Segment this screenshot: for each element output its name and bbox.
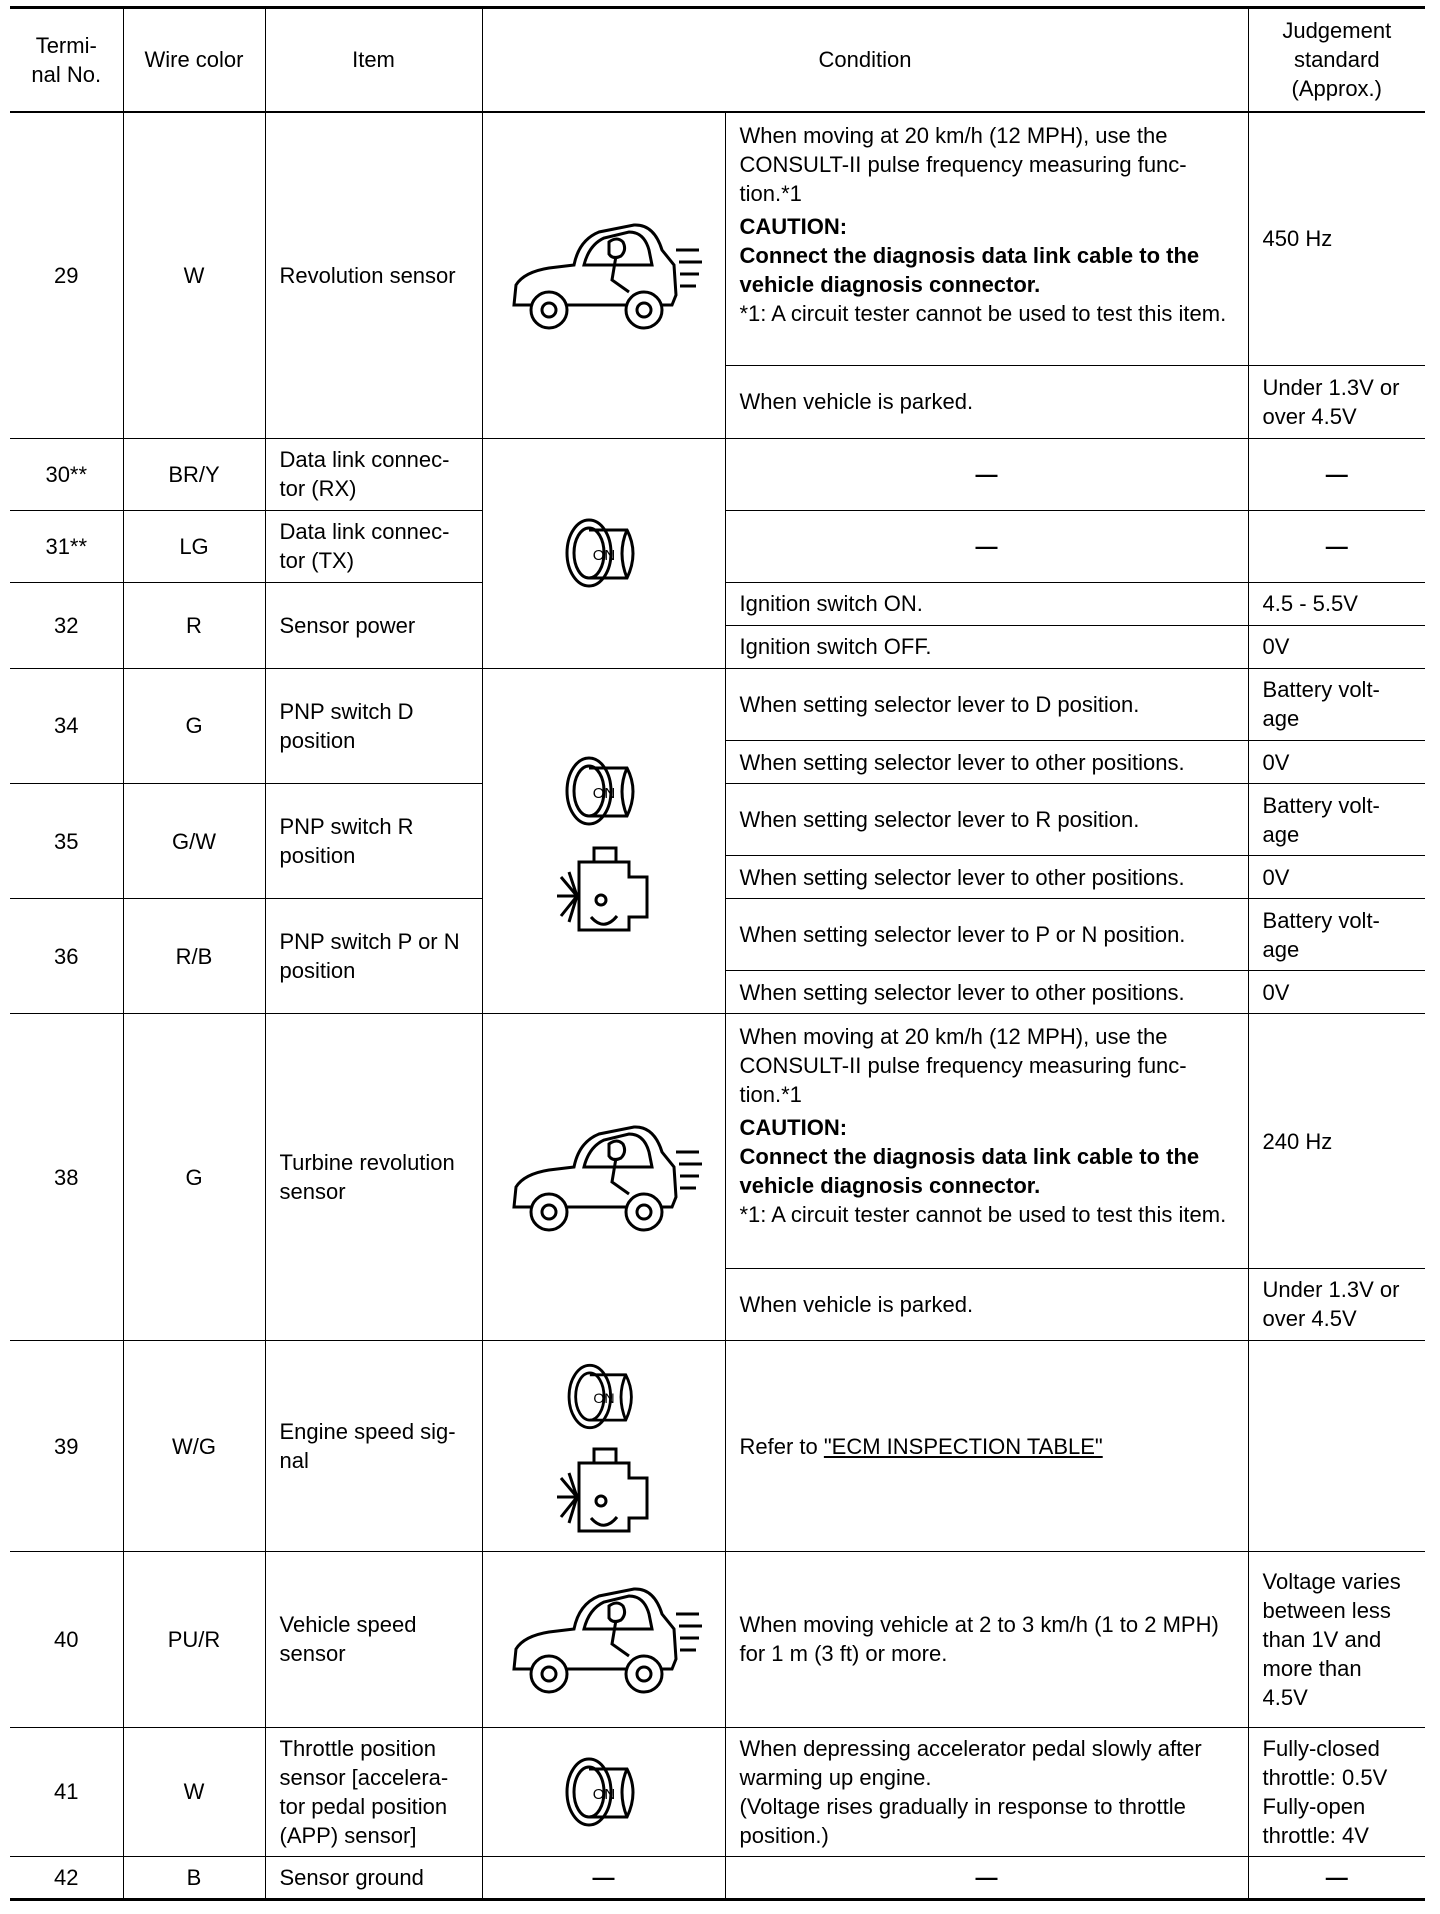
judgement-value	[1248, 1340, 1425, 1551]
terminal-no: 35	[10, 784, 123, 899]
judgement-value: 0V	[1248, 625, 1425, 668]
item-name: PNP switch P or N position	[265, 899, 482, 1014]
terminal-no: 40	[10, 1552, 123, 1727]
item-name: PNP switch D position	[265, 668, 482, 783]
caution-label: CAUTION:	[739, 1115, 848, 1141]
table-row	[10, 668, 1425, 740]
wire-color: LG	[123, 510, 265, 582]
judgement-value: 0V	[1248, 971, 1425, 1014]
header-terminal	[10, 8, 123, 112]
condition-dash: —	[725, 510, 1248, 582]
judgement-value: Fully-open throttle: 4V	[1262, 1793, 1369, 1848]
terminal-table	[10, 6, 1425, 1901]
condition-text: When setting selector lever to other positions.	[725, 971, 1248, 1014]
judgement-dash: —	[1248, 510, 1425, 582]
condition-dash: —	[725, 1856, 1248, 1899]
engine-running-icon	[549, 842, 659, 937]
terminal-no: 39	[10, 1340, 123, 1551]
judgement-value: 0V	[1248, 740, 1425, 783]
ecm-inspection-table-link[interactable]: "ECM INSPECTION TABLE"	[823, 1433, 1103, 1459]
item-name: Throttle position sensor [accelera-tor pedal position (APP) sensor]	[265, 1727, 482, 1856]
condition-icon-cell	[482, 1727, 725, 1856]
item-name: Vehicle speed sensor	[265, 1552, 482, 1727]
icon-dash: —	[482, 1856, 725, 1899]
caution-text: Connect the diagnosis data link cable to the vehicle diagnosis connector.	[739, 242, 1200, 297]
judgement-value: Under 1.3V or over 4.5V	[1248, 366, 1425, 438]
engine-running-icon	[549, 1443, 659, 1538]
condition-icon-cell	[482, 438, 725, 668]
terminal-no: 42	[10, 1856, 123, 1899]
moving-car-icon	[504, 210, 704, 340]
table-row	[10, 112, 1425, 366]
condition-cell	[725, 1014, 1248, 1268]
condition-note: *1: A circuit tester cannot be used to test this item.	[739, 300, 1227, 326]
item-name: Data link connec-tor (TX)	[265, 510, 482, 582]
terminal-no: 30**	[10, 438, 123, 510]
header-terminal-text: Termi- nal No.	[31, 32, 102, 87]
judgement-dash: —	[1248, 438, 1425, 510]
judgement-value: 450 Hz	[1248, 112, 1425, 366]
judgement-value: 4.5 - 5.5V	[1248, 582, 1425, 625]
condition-text: Ignition switch OFF.	[725, 625, 1248, 668]
wire-color: W	[123, 112, 265, 439]
condition-cell	[725, 1340, 1248, 1551]
terminal-no: 38	[10, 1014, 123, 1341]
judgement-value: 240 Hz	[1248, 1014, 1425, 1268]
table-row	[10, 1340, 1425, 1551]
item-name: Sensor ground	[265, 1856, 482, 1899]
judgement-value: Battery volt-age	[1248, 899, 1425, 971]
condition-text: When setting selector lever to P or N position.	[725, 899, 1248, 971]
condition-text: Ignition switch ON.	[725, 582, 1248, 625]
table-row	[10, 438, 1425, 510]
condition-icon-cell	[482, 1014, 725, 1341]
terminal-no: 41	[10, 1727, 123, 1856]
condition-icon-cell	[482, 1552, 725, 1727]
wire-color: R	[123, 582, 265, 668]
wire-color: R/B	[123, 899, 265, 1014]
judgement-value: 0V	[1248, 856, 1425, 899]
condition-text: When setting selector lever to R position.	[725, 784, 1248, 856]
header-row	[10, 8, 1425, 112]
ignition-on-icon	[559, 508, 649, 598]
condition-text: When depressing accelerator pedal slowly after warming up engine.	[739, 1735, 1202, 1790]
caution-text: Connect the diagnosis data link cable to the vehicle diagnosis connector.	[739, 1144, 1200, 1199]
condition-cell	[725, 1727, 1248, 1856]
condition-note: *1: A circuit tester cannot be used to test this item.	[739, 1202, 1227, 1228]
wire-color: W	[123, 1727, 265, 1856]
wire-color: G/W	[123, 784, 265, 899]
wire-color: B	[123, 1856, 265, 1899]
condition-text: Refer to	[739, 1433, 824, 1459]
condition-text: When moving at 20 km/h (12 MPH), use the CONSULT-II pulse frequency measuring func-tion.*1	[739, 122, 1187, 206]
wire-color: G	[123, 668, 265, 783]
wire-color: G	[123, 1014, 265, 1341]
item-name: Turbine revolution sensor	[265, 1014, 482, 1341]
header-condition: Condition	[482, 8, 1248, 112]
item-name: Revolution sensor	[265, 112, 482, 439]
condition-icon-cell	[482, 668, 725, 1014]
judgement-value: Under 1.3V or over 4.5V	[1248, 1268, 1425, 1340]
wire-color: W/G	[123, 1340, 265, 1551]
item-name: Engine speed sig-nal	[265, 1340, 482, 1551]
condition-text: When vehicle is parked.	[725, 1268, 1248, 1340]
table-row	[10, 1014, 1425, 1268]
caution-label: CAUTION:	[739, 213, 848, 239]
judgement-cell	[1248, 1727, 1425, 1856]
condition-text: When setting selector lever to other positions.	[725, 740, 1248, 783]
condition-text: When moving at 20 km/h (12 MPH), use the CONSULT-II pulse frequency measuring func-tion.*1	[739, 1024, 1187, 1108]
ignition-on-icon	[559, 1354, 649, 1439]
condition-note: (Voltage rises gradually in response to throttle position.)	[739, 1793, 1186, 1848]
condition-icon-cell	[482, 112, 725, 439]
table-row	[10, 1856, 1425, 1899]
wire-color: BR/Y	[123, 438, 265, 510]
judgement-value: Fully-closed throttle: 0.5V	[1262, 1735, 1388, 1790]
judgement-value: Voltage varies between less than 1V and more than 4.5V	[1248, 1552, 1425, 1727]
table-row	[10, 1552, 1425, 1727]
wire-color: PU/R	[123, 1552, 265, 1727]
ignition-on-icon	[559, 1747, 649, 1837]
header-wire-color: Wire color	[123, 8, 265, 112]
condition-text: When setting selector lever to other positions.	[725, 856, 1248, 899]
condition-text: When moving vehicle at 2 to 3 km/h (1 to 2 MPH) for 1 m (3 ft) or more.	[725, 1552, 1248, 1727]
item-name: Data link connec-tor (RX)	[265, 438, 482, 510]
judgement-value: Battery volt-age	[1248, 668, 1425, 740]
item-name: Sensor power	[265, 582, 482, 668]
condition-cell	[725, 112, 1248, 366]
terminal-no: 36	[10, 899, 123, 1014]
condition-dash: —	[725, 438, 1248, 510]
header-item: Item	[265, 8, 482, 112]
item-name: PNP switch R position	[265, 784, 482, 899]
condition-text: When vehicle is parked.	[725, 366, 1248, 438]
terminal-no: 34	[10, 668, 123, 783]
judgement-value: Battery volt-age	[1248, 784, 1425, 856]
table-row	[10, 1727, 1425, 1856]
condition-icon-cell	[482, 1340, 725, 1551]
header-judgement: Judgement standard (Approx.)	[1248, 8, 1425, 112]
condition-text: When setting selector lever to D position.	[725, 668, 1248, 740]
terminal-no: 32	[10, 582, 123, 668]
judgement-dash: —	[1248, 1856, 1425, 1899]
terminal-no: 31**	[10, 510, 123, 582]
moving-car-icon	[504, 1112, 704, 1242]
ignition-on-icon	[559, 746, 649, 836]
terminal-no: 29	[10, 112, 123, 439]
moving-car-icon	[504, 1574, 704, 1704]
